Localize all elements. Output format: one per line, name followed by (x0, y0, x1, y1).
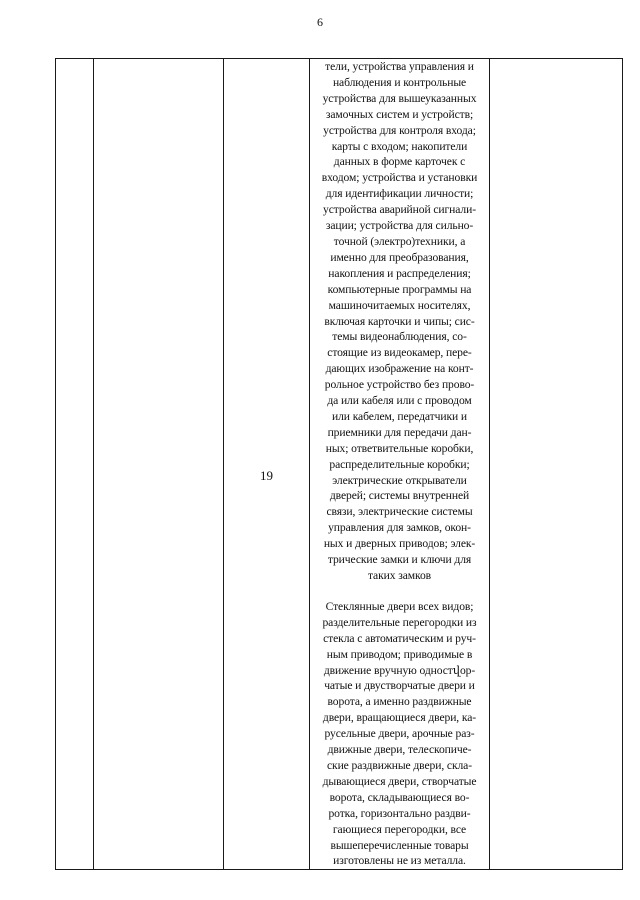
goods-line: устройства для вышеуказанных (322, 91, 477, 105)
goods-line: ным приводом; приводимые в (326, 647, 473, 661)
goods-line: именно для преобразования, (330, 250, 469, 264)
goods-line: наблюдения и контрольные (332, 75, 467, 89)
goods-line: да или кабеля или с проводом (327, 394, 472, 408)
goods-line: распределительные коробки; (329, 457, 470, 471)
goods-line: ных и дверных приводов; элек- (323, 537, 476, 551)
goods-line: машиночитаемых носителях, (328, 298, 471, 312)
goods-line: разделительные перегородки из (322, 615, 477, 629)
goods-line: ных; ответвительные коробки, (325, 441, 474, 455)
page-number: 6 (317, 15, 323, 29)
goods-line: ротка, горизонтально раздви- (328, 806, 471, 820)
goods-line: гающиеся перегородки, все (332, 822, 467, 836)
goods-line: связи, электрические системы (326, 505, 473, 519)
goods-table (55, 58, 623, 870)
empty-cell-5 (490, 59, 623, 870)
goods-line: ские раздвижные двери, скла- (327, 758, 472, 772)
goods-line: движение вручную одностվор- (323, 663, 476, 677)
goods-line: рольное устройство без прово- (324, 378, 475, 392)
goods-line: дывающиеся двери, створчатые (322, 774, 477, 788)
goods-line: стекла с автоматическим и руч- (323, 631, 476, 645)
goods-line: чатые и двустворчатые двери и (324, 679, 475, 693)
empty-cell-2 (94, 59, 224, 870)
goods-line: замочных систем и устройств; (325, 107, 474, 121)
class-number: 19 (260, 467, 273, 483)
goods-line: дверей; системы внутренней (329, 489, 470, 503)
goods-line: зации; устройства для сильно- (325, 219, 474, 233)
goods-line: карты с входом; накопители (331, 139, 468, 153)
goods-line: стоящие из видеокамер, пере- (327, 346, 472, 360)
goods-paragraph (313, 59, 486, 584)
goods-line: накопления и распределения; (328, 266, 471, 280)
goods-line: тели, устройства управления и (325, 60, 474, 73)
class-number-cell (224, 59, 310, 870)
goods-line: ворота, складывающиеся во- (329, 790, 470, 804)
goods-description (313, 59, 486, 869)
goods-paragraph (313, 599, 486, 869)
goods-line: управления для замков, окон- (328, 521, 471, 535)
goods-line: движные двери, телескопиче- (327, 743, 472, 757)
goods-line: устройства аварийной сигнали- (323, 203, 476, 217)
goods-line: входом; устройства и установки (321, 171, 478, 185)
empty-cell-1 (56, 59, 94, 870)
goods-description-cell (310, 59, 490, 870)
goods-line: дающих изображение на конт- (325, 362, 474, 376)
goods-line: темы видеонаблюдения, со- (332, 330, 467, 344)
goods-line: для идентификации личности; (325, 187, 474, 201)
goods-line: или кабелем, передатчики и (332, 409, 467, 423)
goods-line: компьютерные программы на (327, 282, 472, 296)
goods-line: Стеклянные двери всех видов; (325, 599, 474, 613)
goods-line: русельные двери, арочные раз- (324, 727, 475, 741)
goods-line: включая карточки и чипы; сис- (324, 314, 475, 328)
goods-line: устройства для контроля входа; (323, 123, 476, 137)
goods-line: ворота, а именно раздвижные (327, 695, 472, 709)
goods-line: двери, вращающиеся двери, ка- (322, 711, 477, 725)
goods-line: трические замки и ключи для (327, 553, 472, 567)
goods-line: точной (электро)техники, а (333, 234, 466, 248)
goods-line: изготовлены не из металла. (333, 854, 466, 868)
goods-line: приемники для передачи дан- (327, 425, 472, 439)
goods-line: данных в форме карточек с (333, 155, 466, 169)
table-row (56, 59, 623, 870)
goods-line: электрические открыватели (332, 473, 467, 487)
goods-line: вышеперечисленные товары (330, 838, 469, 852)
goods-line: таких замков (367, 569, 432, 582)
